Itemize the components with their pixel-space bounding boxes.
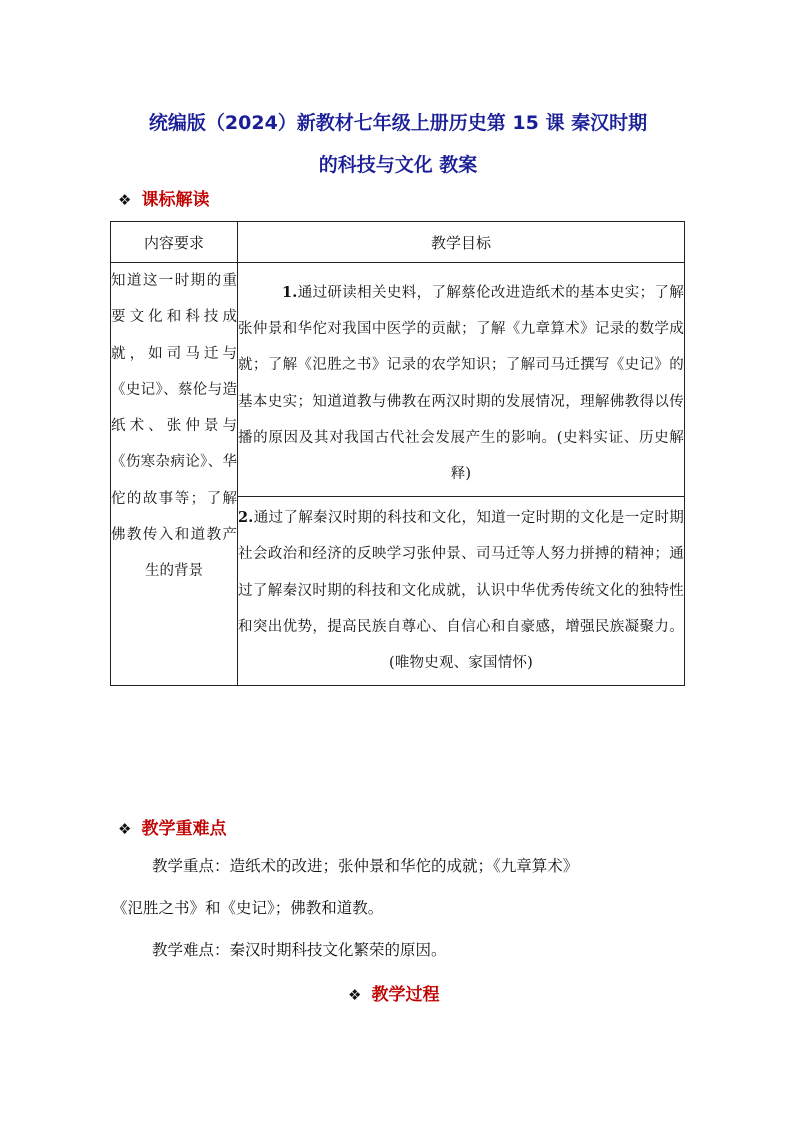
- key-points-label: 教学重点：: [152, 857, 230, 875]
- column-header-content-requirement: 内容要求: [111, 222, 238, 263]
- document-title: [112, 102, 684, 186]
- difficult-points-paragraph: [152, 929, 447, 971]
- section-heading-label: 课标解读: [141, 190, 210, 210]
- teaching-goal-2: [238, 497, 685, 686]
- section-heading-label: 教学重难点: [141, 819, 227, 839]
- key-points-text-line-2: 《氾胜之书》和《史记》；佛教和道教。: [112, 899, 384, 917]
- key-points-text-line-1: 造纸术的改进；张仲景和华佗的成就；《九章算术》: [229, 857, 579, 875]
- key-points-paragraph-cont: [112, 887, 383, 929]
- content-requirement-cell: 知道这一时期的重要文化和科技成就，如司马迁与《史记》、蔡伦与造纸术、张仲景与《伤寒杂病论》、华佗的故事等；了解佛教传入和道教产生的背景: [111, 263, 238, 686]
- title-line-1: 统编版（2024）新教材七年级上册历史第 15 课 秦汉时期: [148, 112, 648, 134]
- section-heading-process: [348, 983, 439, 1007]
- goal-1-text: 通过研读相关史料，了解蔡伦改进造纸术的基本史实；了解张仲景和华佗对我国中医学的贡献；了解《九章算术》记录的数学成就；了解《氾胜之书》记录的农学知识；了解司马迁撰写《史记》的基本史实；知道道教与佛教在两汉时期的发展情况，理解佛教得以传播的原因及其对我国古代社会发展产生的影响。(史料实证、历史解释): [238, 285, 684, 483]
- goal-2-text: 通过了解秦汉时期的科技和文化，知道一定时期的文化是一定时期社会政治和经济的反映学习张仲景、司马迁等人努力拼搏的精神；通过了解秦汉时期的科技和文化成就，认识中华优秀传统文化的独特性和突出优势，提高民族自尊心、自信心和自豪感，增强民族凝聚力。(唯物史观、家国情怀): [238, 510, 684, 672]
- section-heading-curriculum: [118, 188, 209, 212]
- table-header-row: [111, 222, 685, 263]
- curriculum-table: [110, 221, 685, 686]
- goal-2-number: 2.: [238, 509, 254, 527]
- key-points-paragraph: [152, 845, 578, 887]
- diamond-bullet-icon: ❖: [118, 820, 132, 838]
- title-line-2: 的科技与文化 教案: [318, 154, 478, 176]
- diamond-bullet-icon: ❖: [348, 986, 362, 1004]
- table-row: [111, 263, 685, 497]
- section-heading-key-points: [118, 817, 226, 841]
- section-heading-label: 教学过程: [371, 985, 440, 1005]
- column-header-teaching-goal: 教学目标: [238, 222, 685, 263]
- teaching-goal-1: [238, 263, 685, 497]
- difficult-points-label: 教学难点：: [152, 941, 230, 959]
- difficult-points-text: 秦汉时期科技文化繁荣的原因。: [229, 941, 447, 959]
- goal-1-number: 1.: [282, 284, 298, 301]
- diamond-bullet-icon: ❖: [118, 191, 132, 209]
